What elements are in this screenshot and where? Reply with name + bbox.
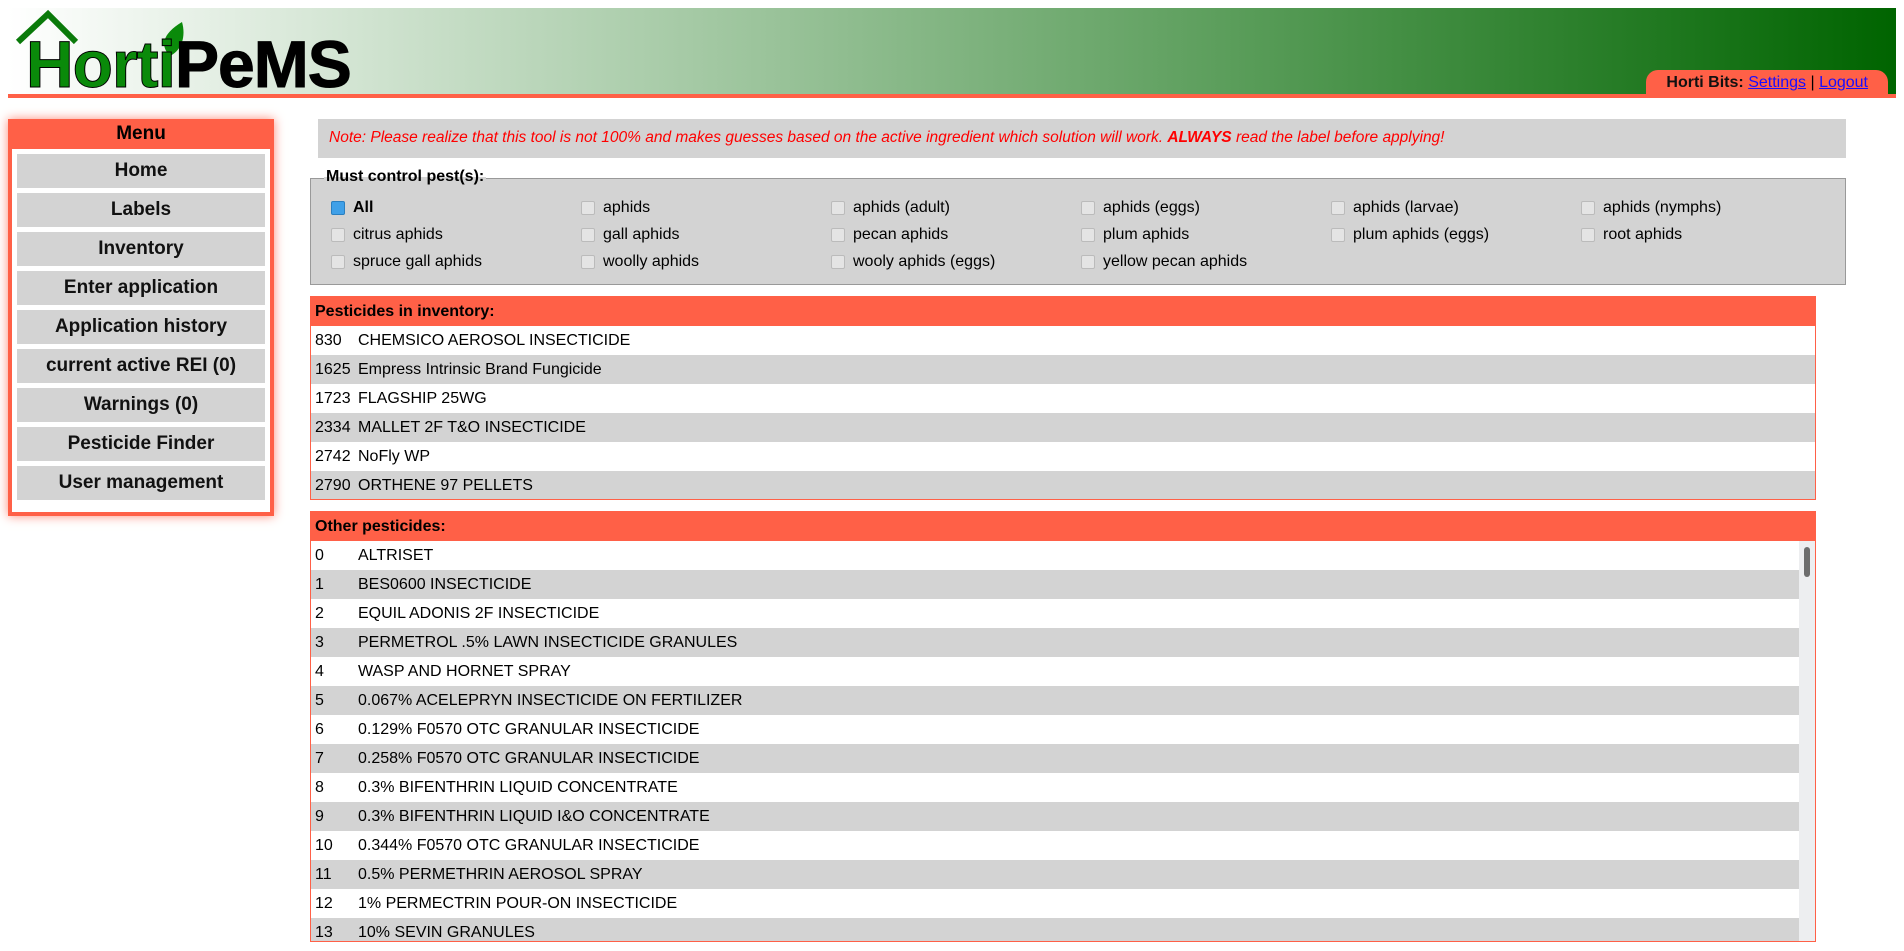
pesticide-name: NoFly WP bbox=[358, 448, 430, 465]
settings-link[interactable]: Settings bbox=[1748, 74, 1806, 91]
pesticide-name: ALTRISET bbox=[358, 547, 434, 564]
menu-item-home[interactable]: Home bbox=[17, 154, 265, 188]
pesticide-name: 0.5% PERMETHRIN AEROSOL SPRAY bbox=[358, 866, 643, 883]
pesticide-name: 0.3% BIFENTHRIN LIQUID CONCENTRATE bbox=[358, 779, 678, 796]
table-row[interactable] bbox=[311, 384, 1815, 413]
menu-item-pesticide-finder[interactable]: Pesticide Finder bbox=[17, 427, 265, 461]
note-emphasis: ALWAYS bbox=[1167, 129, 1232, 146]
table-row[interactable] bbox=[311, 889, 1799, 918]
menu-item-labels[interactable]: Labels bbox=[17, 193, 265, 227]
pesticide-name: ORTHENE 97 PELLETS bbox=[358, 477, 533, 494]
table-row[interactable] bbox=[311, 628, 1799, 657]
header bbox=[8, 8, 1896, 101]
checkbox[interactable] bbox=[1081, 255, 1095, 269]
pesticide-id: 2 bbox=[315, 605, 324, 622]
pest-option[interactable] bbox=[331, 226, 443, 244]
table-row[interactable] bbox=[311, 355, 1815, 384]
pest-label: plum aphids bbox=[1103, 226, 1190, 243]
pest-label: citrus aphids bbox=[353, 226, 443, 243]
checkbox[interactable] bbox=[1081, 201, 1095, 215]
pest-label: plum aphids (eggs) bbox=[1353, 226, 1490, 243]
pesticide-id: 3 bbox=[315, 634, 324, 651]
pest-option[interactable] bbox=[831, 253, 995, 271]
table-row[interactable] bbox=[311, 471, 1815, 500]
pest-option[interactable] bbox=[1581, 226, 1682, 244]
pest-label: pecan aphids bbox=[853, 226, 949, 243]
user-label: Horti Bits: bbox=[1666, 74, 1744, 91]
checkbox[interactable] bbox=[1081, 228, 1095, 242]
pesticide-id: 10 bbox=[315, 837, 333, 854]
pesticide-name: BES0600 INSECTICIDE bbox=[358, 576, 532, 593]
menu-title: Menu bbox=[8, 119, 274, 149]
pest-option[interactable] bbox=[1081, 226, 1189, 244]
pesticide-name: 0.129% F0570 OTC GRANULAR INSECTICIDE bbox=[358, 721, 700, 738]
checkbox[interactable] bbox=[1331, 201, 1345, 215]
pesticide-name: 0.067% ACELEPRYN INSECTICIDE ON FERTILIZER bbox=[358, 692, 743, 709]
scrollbar[interactable] bbox=[1799, 541, 1815, 941]
checkbox[interactable] bbox=[331, 255, 345, 269]
checkbox[interactable] bbox=[581, 255, 595, 269]
pesticide-id: 12 bbox=[315, 895, 333, 912]
pesticide-name: FLAGSHIP 25WG bbox=[358, 390, 487, 407]
table-row[interactable] bbox=[311, 831, 1799, 860]
pesticide-id: 830 bbox=[315, 332, 342, 349]
checkbox[interactable] bbox=[1581, 228, 1595, 242]
logo[interactable] bbox=[12, 8, 372, 101]
checkbox[interactable] bbox=[1581, 201, 1595, 215]
table-row[interactable] bbox=[311, 715, 1799, 744]
pest-label: wooly aphids (eggs) bbox=[853, 253, 996, 270]
pest-label: aphids bbox=[603, 199, 651, 216]
pest-label: spruce gall aphids bbox=[353, 253, 482, 270]
pest-option[interactable] bbox=[581, 199, 650, 217]
checkbox[interactable] bbox=[581, 228, 595, 242]
table-row[interactable] bbox=[311, 442, 1815, 471]
pesticide-id: 8 bbox=[315, 779, 324, 796]
pest-label: aphids (larvae) bbox=[1353, 199, 1459, 216]
other-pesticides-table bbox=[310, 511, 1816, 942]
pest-fieldset bbox=[310, 168, 1846, 285]
pesticide-id: 11 bbox=[315, 866, 332, 883]
checkbox[interactable] bbox=[331, 201, 345, 215]
pesticide-id: 1 bbox=[315, 576, 324, 593]
pesticide-id: 7 bbox=[315, 750, 324, 767]
menu-item-current-active-rei[interactable]: current active REI (0) bbox=[17, 349, 265, 383]
pest-option[interactable] bbox=[331, 253, 482, 271]
pest-label: aphids (eggs) bbox=[1103, 199, 1200, 216]
pest-option[interactable] bbox=[1081, 199, 1200, 217]
table-row[interactable] bbox=[311, 686, 1799, 715]
pest-option[interactable] bbox=[831, 226, 948, 244]
pest-label: root aphids bbox=[1603, 226, 1683, 243]
checkbox[interactable] bbox=[831, 255, 845, 269]
user-box bbox=[1646, 70, 1888, 98]
checkbox[interactable] bbox=[581, 201, 595, 215]
pesticide-name: PERMETROL .5% LAWN INSECTICIDE GRANULES bbox=[358, 634, 738, 651]
pesticide-name: CHEMSICO AEROSOL INSECTICIDE bbox=[358, 332, 631, 349]
pesticide-id: 1625 bbox=[315, 361, 351, 378]
logo-text-horti: Horti bbox=[26, 27, 175, 101]
pest-option[interactable] bbox=[1331, 226, 1489, 244]
separator: | bbox=[1810, 74, 1815, 91]
table-row[interactable] bbox=[311, 918, 1799, 941]
table-row[interactable] bbox=[311, 744, 1799, 773]
menu-item-user-management[interactable]: User management bbox=[17, 466, 265, 500]
note-text: Note: Please realize that this tool is not 100% and makes guesses based on the active ingredient which solution will work. bbox=[329, 129, 1168, 146]
table-row[interactable] bbox=[311, 413, 1815, 442]
pest-option[interactable] bbox=[581, 226, 680, 244]
table-row[interactable] bbox=[311, 599, 1799, 628]
menu-item-application-history[interactable]: Application history bbox=[17, 310, 265, 344]
pest-legend: Must control pest(s): bbox=[326, 168, 485, 185]
scrollbar-thumb[interactable] bbox=[1804, 547, 1810, 577]
pesticide-id: 6 bbox=[315, 721, 324, 738]
pesticide-name: 0.3% BIFENTHRIN LIQUID I&O CONCENTRATE bbox=[358, 808, 710, 825]
pesticide-id: 1723 bbox=[315, 390, 351, 407]
pest-label: aphids (adult) bbox=[853, 199, 950, 216]
pest-option[interactable] bbox=[1581, 199, 1721, 217]
checkbox[interactable] bbox=[331, 228, 345, 242]
table-row[interactable] bbox=[311, 773, 1799, 802]
inventory-title: Pesticides in inventory: bbox=[311, 297, 1815, 326]
pest-label: gall aphids bbox=[603, 226, 680, 243]
pesticide-id: 9 bbox=[315, 808, 324, 825]
pesticide-id: 2742 bbox=[315, 448, 351, 465]
pesticide-name: MALLET 2F T&O INSECTICIDE bbox=[358, 419, 586, 436]
table-row[interactable] bbox=[311, 570, 1799, 599]
pest-label: aphids (nymphs) bbox=[1603, 199, 1722, 216]
note-text-end: read the label before applying! bbox=[1231, 129, 1445, 146]
checkbox[interactable] bbox=[831, 228, 845, 242]
menu bbox=[8, 119, 274, 516]
pesticide-id: 0 bbox=[315, 547, 324, 564]
pesticide-id: 5 bbox=[315, 692, 324, 709]
pest-option[interactable] bbox=[331, 199, 373, 217]
pest-option[interactable] bbox=[1331, 199, 1459, 217]
pesticide-name: 1% PERMECTRIN POUR-ON INSECTICIDE bbox=[358, 895, 678, 912]
table-row[interactable] bbox=[311, 541, 1799, 570]
disclaimer-note bbox=[318, 119, 1846, 158]
table-row[interactable] bbox=[311, 860, 1799, 889]
pesticide-name: 0.258% F0570 OTC GRANULAR INSECTICIDE bbox=[358, 750, 700, 767]
other-title: Other pesticides: bbox=[311, 512, 1815, 541]
inventory-table bbox=[310, 296, 1816, 500]
pesticide-name: EQUIL ADONIS 2F INSECTICIDE bbox=[358, 605, 600, 622]
pest-option[interactable] bbox=[1081, 253, 1247, 271]
menu-item-enter-application[interactable]: Enter application bbox=[17, 271, 265, 305]
pesticide-name: WASP AND HORNET SPRAY bbox=[358, 663, 571, 680]
checkbox[interactable] bbox=[1331, 228, 1345, 242]
table-row[interactable] bbox=[311, 802, 1799, 831]
pesticide-name: 10% SEVIN GRANULES bbox=[358, 924, 535, 941]
pest-label: woolly aphids bbox=[603, 253, 700, 270]
logo-text-pems: PeMS bbox=[174, 27, 351, 101]
pesticide-id: 2790 bbox=[315, 477, 351, 494]
logout-link[interactable]: Logout bbox=[1819, 74, 1868, 91]
checkbox[interactable] bbox=[831, 201, 845, 215]
pest-option[interactable] bbox=[831, 199, 950, 217]
pesticide-name: 0.344% F0570 OTC GRANULAR INSECTICIDE bbox=[358, 837, 700, 854]
table-row[interactable] bbox=[311, 326, 1815, 355]
pesticide-id: 2334 bbox=[315, 419, 351, 436]
pesticide-name: Empress Intrinsic Brand Fungicide bbox=[358, 361, 602, 378]
pesticide-id: 13 bbox=[315, 924, 333, 941]
menu-item-inventory[interactable]: Inventory bbox=[17, 232, 265, 266]
menu-item-warnings[interactable]: Warnings (0) bbox=[17, 388, 265, 422]
pest-option[interactable] bbox=[581, 253, 699, 271]
pest-label: yellow pecan aphids bbox=[1103, 253, 1248, 270]
pest-label: All bbox=[353, 199, 374, 216]
pesticide-id: 4 bbox=[315, 663, 324, 680]
table-row[interactable] bbox=[311, 657, 1799, 686]
